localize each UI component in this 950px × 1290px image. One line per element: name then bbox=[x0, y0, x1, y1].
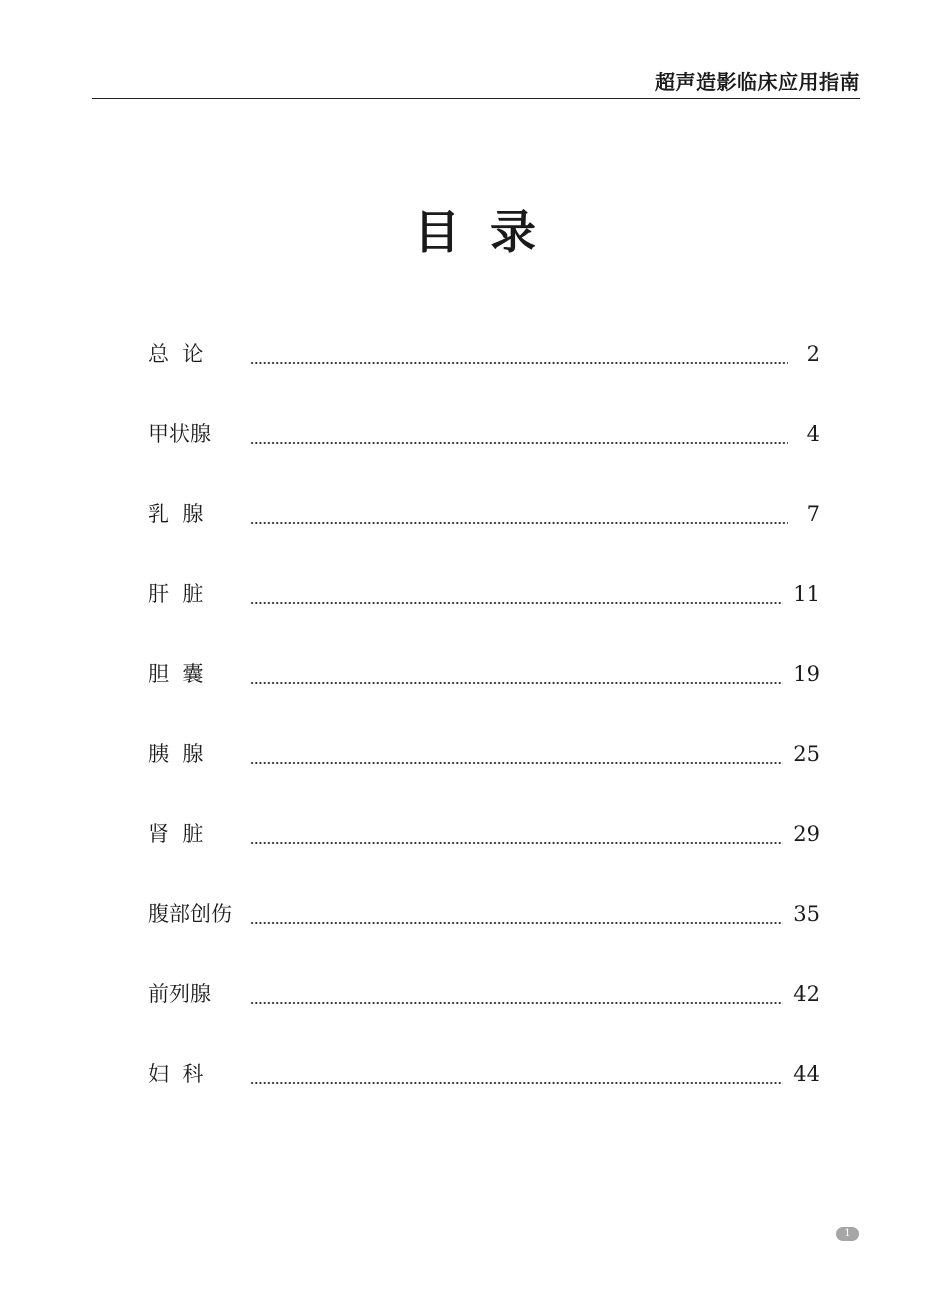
dot-leader bbox=[250, 334, 788, 374]
toc-entry-page: 11 bbox=[793, 582, 820, 606]
toc-entry-general[interactable] bbox=[148, 334, 820, 414]
toc-entry-label: 腹部创伤 bbox=[148, 902, 232, 926]
toc-entry-label: 胰 腺 bbox=[148, 742, 204, 766]
toc-entry-label: 前列腺 bbox=[148, 982, 211, 1006]
page-number-badge: 1 bbox=[836, 1227, 859, 1241]
table-of-contents-title: 目录 bbox=[414, 205, 566, 259]
toc-entry-label: 肝 脏 bbox=[148, 582, 204, 606]
toc-entry-thyroid[interactable] bbox=[148, 414, 820, 494]
toc-entry-prostate[interactable] bbox=[148, 974, 820, 1054]
toc-entry-page: 4 bbox=[806, 422, 820, 446]
dot-leader bbox=[250, 894, 783, 934]
table-of-contents bbox=[148, 334, 820, 1134]
toc-entry-kidney[interactable] bbox=[148, 814, 820, 894]
toc-entry-page: 44 bbox=[793, 1062, 820, 1086]
toc-entry-label: 胆 囊 bbox=[148, 662, 204, 686]
running-header bbox=[92, 62, 860, 99]
toc-entry-liver[interactable] bbox=[148, 574, 820, 654]
toc-entry-label: 肾 脏 bbox=[148, 822, 204, 846]
dot-leader bbox=[250, 1054, 783, 1094]
toc-entry-gallbladder[interactable] bbox=[148, 654, 820, 734]
toc-entry-page: 35 bbox=[793, 902, 820, 926]
toc-entry-label: 妇 科 bbox=[148, 1062, 204, 1086]
dot-leader bbox=[250, 574, 783, 614]
toc-entry-gynecology[interactable] bbox=[148, 1054, 820, 1134]
dot-leader bbox=[250, 814, 783, 854]
toc-entry-page: 19 bbox=[793, 662, 820, 686]
toc-entry-page: 29 bbox=[793, 822, 820, 846]
dot-leader bbox=[250, 734, 783, 774]
toc-entry-page: 2 bbox=[806, 342, 820, 366]
dot-leader bbox=[250, 414, 788, 454]
toc-entry-pancreas[interactable] bbox=[148, 734, 820, 814]
toc-entry-label: 乳 腺 bbox=[148, 502, 204, 526]
dot-leader bbox=[250, 974, 783, 1014]
toc-entry-page: 7 bbox=[806, 502, 820, 526]
dot-leader bbox=[250, 654, 783, 694]
toc-entry-abdominal-trauma[interactable] bbox=[148, 894, 820, 974]
toc-entry-page: 25 bbox=[793, 742, 820, 766]
toc-entry-label: 总 论 bbox=[148, 342, 204, 366]
toc-entry-label: 甲状腺 bbox=[148, 422, 211, 446]
toc-entry-page: 42 bbox=[793, 982, 820, 1006]
book-title: 超声造影临床应用指南 bbox=[655, 70, 860, 94]
dot-leader bbox=[250, 494, 788, 534]
toc-entry-breast[interactable] bbox=[148, 494, 820, 574]
